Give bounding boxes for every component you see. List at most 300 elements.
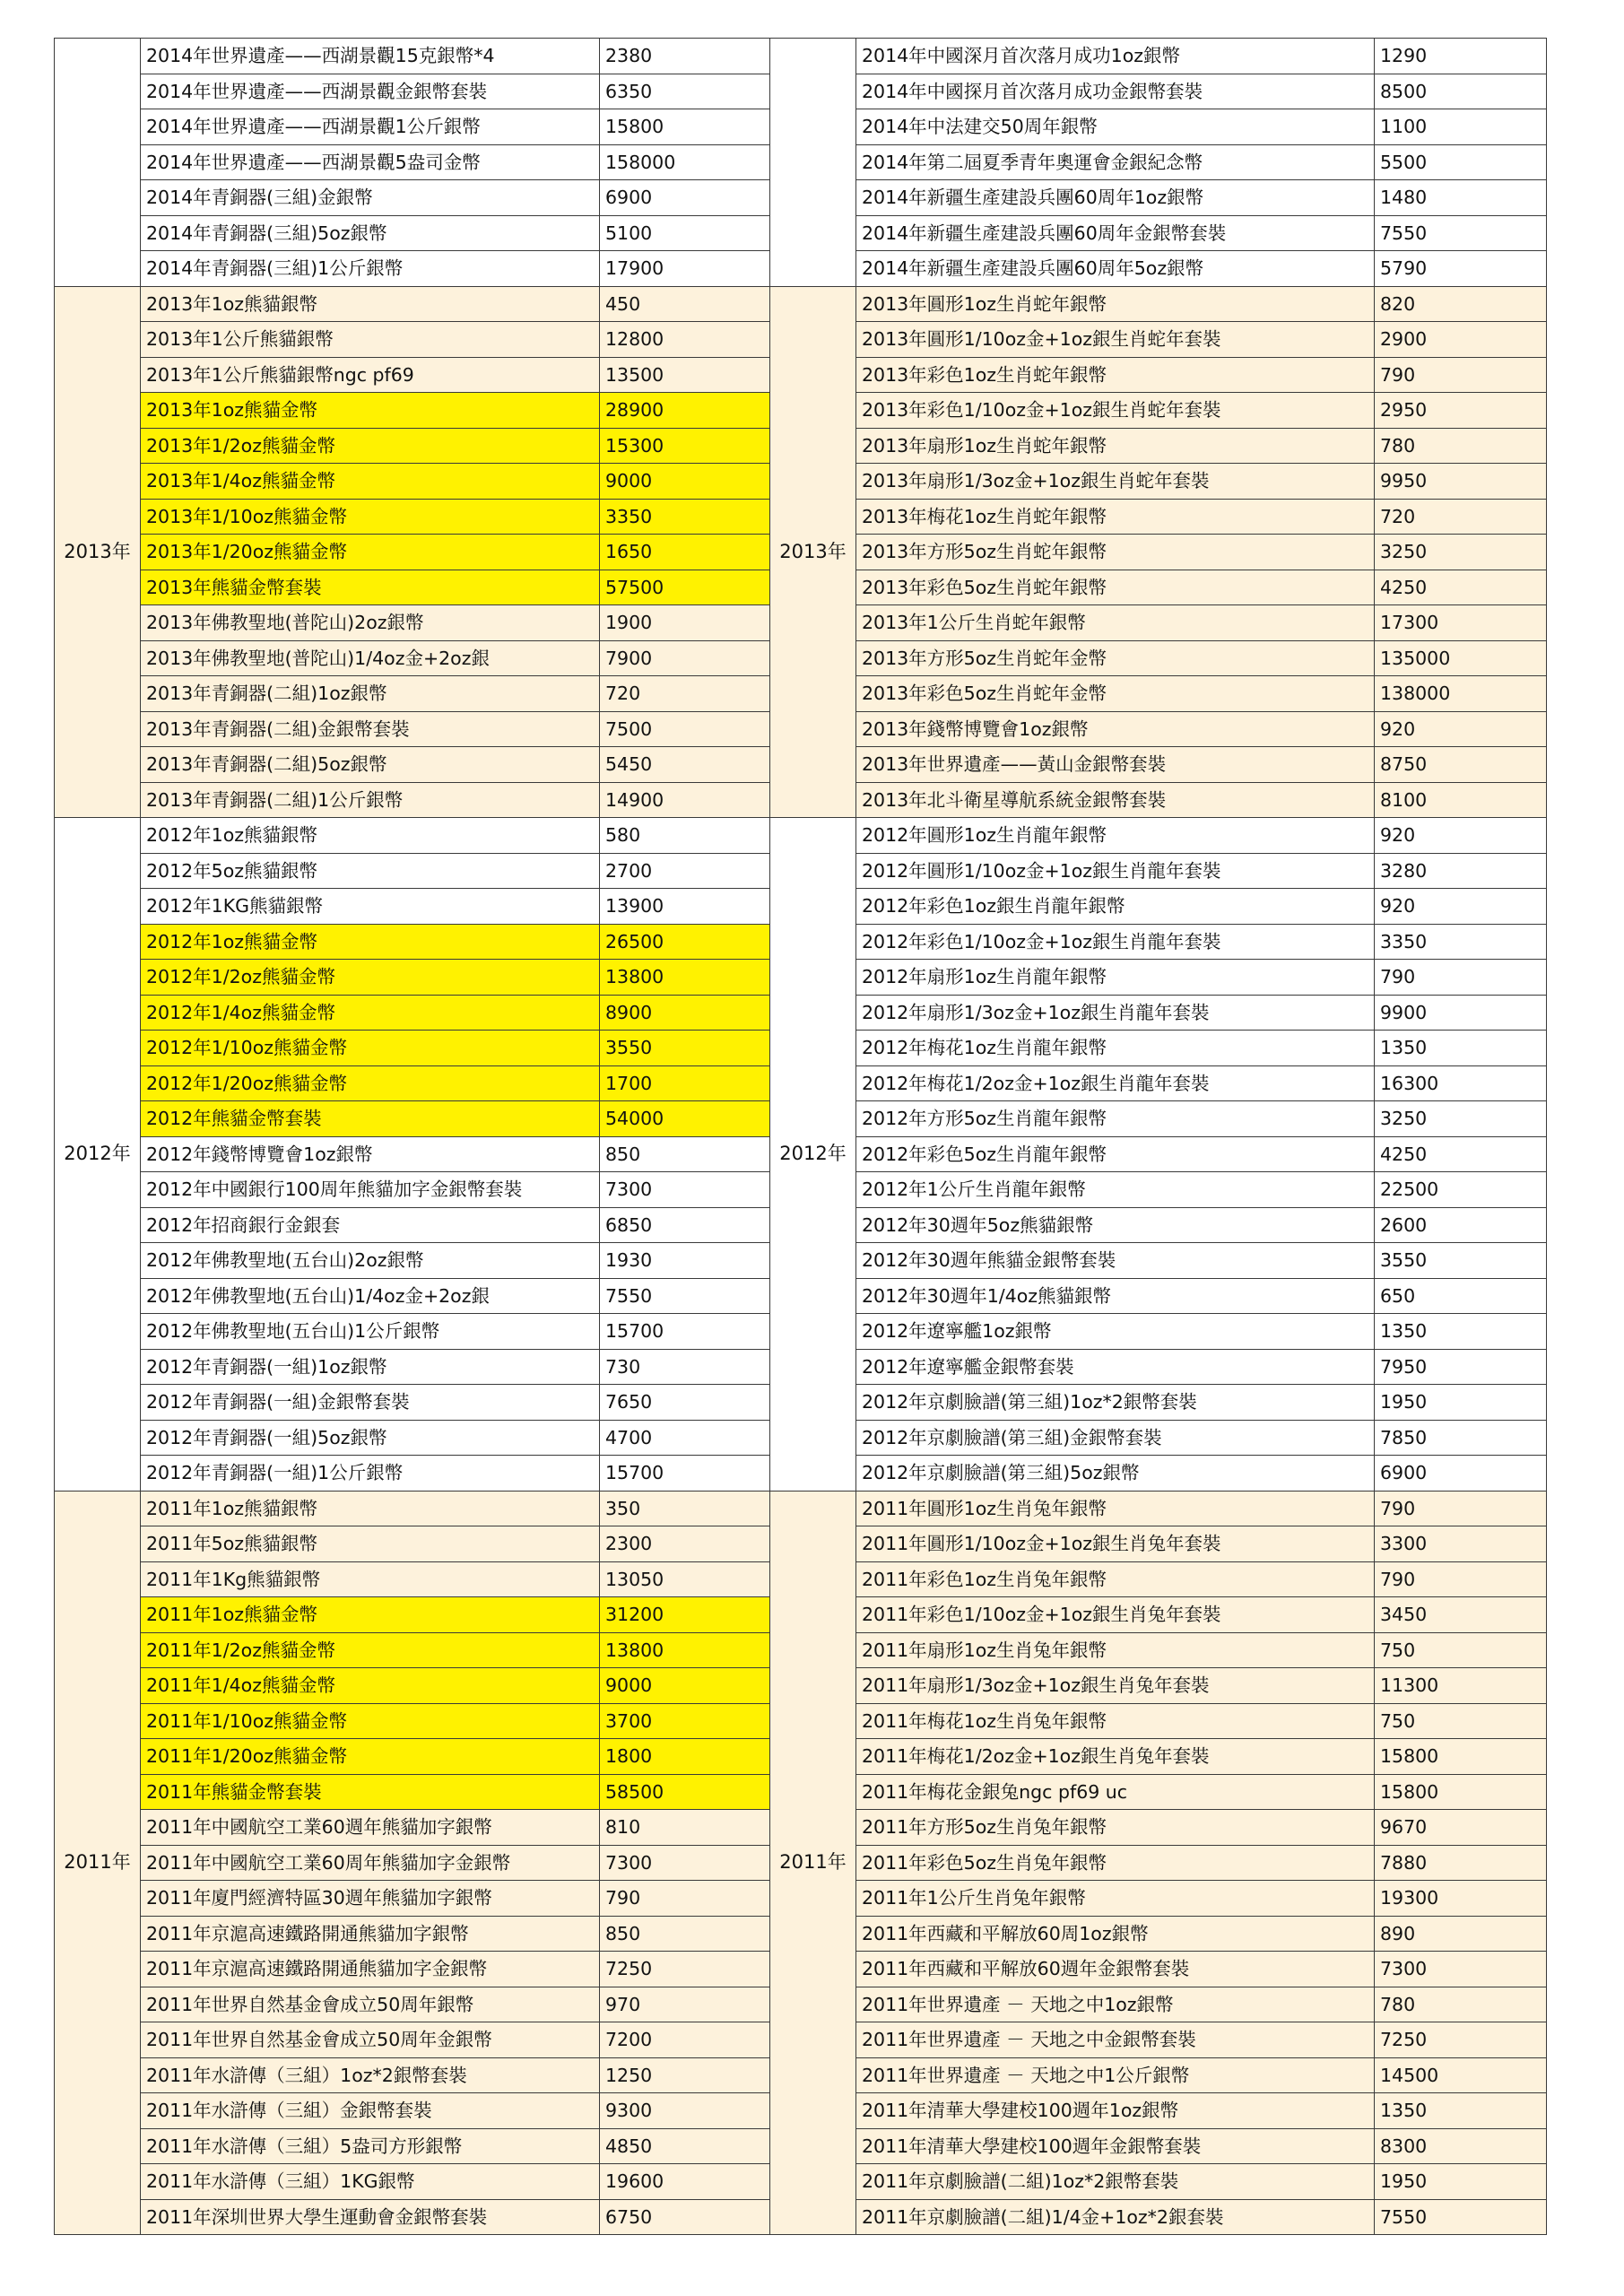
table-row [55,357,770,393]
table-row [770,1420,1547,1456]
coin-name-cell: 2011年1/10oz熊貓金幣 [141,1703,600,1739]
coin-name-cell: 2012年青銅器(一組)1oz銀幣 [141,1349,600,1385]
coin-name-cell: 2011年1/20oz熊貓金幣 [141,1739,600,1775]
price-cell: 7650 [600,1385,770,1421]
coin-name-cell: 2011年彩色1/10oz金+1oz銀生肖兔年套裝 [856,1597,1375,1633]
coin-name-cell: 2013年1/10oz熊貓金幣 [141,499,600,535]
price-cell: 15300 [600,428,770,464]
table-row [770,1526,1547,1562]
price-cell: 790 [1375,1561,1547,1597]
coin-name-cell: 2014年中法建交50周年銀幣 [856,109,1375,145]
coin-name-cell: 2014年中國探月首次落月成功金銀幣套裝 [856,74,1375,109]
table-row [770,1561,1547,1597]
coin-name-cell: 2013年1/2oz熊貓金幣 [141,428,600,464]
coin-name-cell: 2012年青銅器(一組)金銀幣套裝 [141,1385,600,1421]
price-cell: 3350 [1375,924,1547,960]
price-cell: 7900 [600,640,770,676]
price-cell: 13800 [600,960,770,996]
price-cell: 2300 [600,1526,770,1562]
price-cell: 31200 [600,1597,770,1633]
table-row [770,1881,1547,1917]
price-cell: 13800 [600,1632,770,1668]
table-row [770,1207,1547,1243]
coin-name-cell: 2013年熊貓金幣套裝 [141,570,600,605]
table-row [770,605,1547,641]
price-cell: 7550 [1375,215,1547,251]
price-cell: 780 [1375,428,1547,464]
price-cell: 1480 [1375,180,1547,216]
table-row [770,1065,1547,1101]
coin-name-cell: 2013年方形5oz生肖蛇年金幣 [856,640,1375,676]
coin-name-cell: 2011年世界自然基金會成立50周年金銀幣 [141,2022,600,2058]
coin-name-cell: 2012年5oz熊貓銀幣 [141,853,600,889]
coin-name-cell: 2013年1/4oz熊貓金幣 [141,464,600,500]
coin-name-cell: 2011年水滸傳（三組）金銀幣套裝 [141,2093,600,2129]
table-row [55,74,770,109]
table-row [55,2093,770,2129]
coin-name-cell: 2013年世界遺產——黃山金銀幣套裝 [856,747,1375,783]
price-cell: 1650 [600,535,770,570]
price-cell: 1350 [1375,1031,1547,1066]
table-row [55,1207,770,1243]
price-cell: 58500 [600,1774,770,1810]
price-cell: 580 [600,818,770,854]
table-row [55,1349,770,1385]
coin-name-cell: 2013年青銅器(二組)5oz銀幣 [141,747,600,783]
coin-name-cell: 2011年1oz熊貓金幣 [141,1597,600,1633]
price-cell: 7300 [600,1172,770,1208]
table-row [55,1491,770,1526]
coin-name-cell: 2012年30週年熊貓金銀幣套裝 [856,1243,1375,1279]
price-cell: 2380 [600,39,770,74]
coin-name-cell: 2012年熊貓金幣套裝 [141,1101,600,1137]
year-group-cell: 2011年 [770,1491,856,2235]
price-cell: 6350 [600,74,770,109]
coin-name-cell: 2011年京劇臉譜(二組)1/4金+1oz*2銀套裝 [856,2199,1375,2235]
table-row [55,2128,770,2164]
coin-name-cell: 2011年熊貓金幣套裝 [141,1774,600,1810]
coin-name-cell: 2011年世界遺產 － 天地之中1公斤銀幣 [856,2057,1375,2093]
price-cell: 6900 [1375,1456,1547,1492]
table-row [770,1385,1547,1421]
table-row [55,39,770,74]
coin-name-cell: 2013年扇形1oz生肖蛇年銀幣 [856,428,1375,464]
table-row [770,251,1547,287]
price-cell: 970 [600,1987,770,2022]
price-cell: 7300 [600,1845,770,1881]
table-row [55,676,770,712]
table-row [770,1243,1547,1279]
coin-name-cell: 2011年水滸傳（三組）1KG銀幣 [141,2164,600,2200]
coin-name-cell: 2012年30週年1/4oz熊貓銀幣 [856,1278,1375,1314]
price-cell: 790 [600,1881,770,1917]
table-row [55,286,770,322]
left-price-table [54,38,770,2235]
table-row [770,2199,1547,2235]
price-cell: 650 [1375,1278,1547,1314]
coin-name-cell: 2013年彩色5oz生肖蛇年金幣 [856,676,1375,712]
coin-name-cell: 2013年佛教聖地(普陀山)2oz銀幣 [141,605,600,641]
price-cell: 7200 [600,2022,770,2058]
table-row [770,1774,1547,1810]
coin-name-cell: 2011年圓形1oz生肖兔年銀幣 [856,1491,1375,1526]
price-cell: 1800 [600,1739,770,1775]
coin-name-cell: 2012年1/4oz熊貓金幣 [141,995,600,1031]
coin-name-cell: 2011年中國航空工業60周年熊貓加字金銀幣 [141,1845,600,1881]
price-cell: 4250 [1375,1136,1547,1172]
coin-name-cell: 2013年青銅器(二組)1oz銀幣 [141,676,600,712]
price-cell: 7250 [1375,2022,1547,2058]
price-cell: 350 [600,1491,770,1526]
price-cell: 17900 [600,251,770,287]
coin-name-cell: 2012年佛教聖地(五台山)1公斤銀幣 [141,1314,600,1350]
coin-name-cell: 2014年第二屆夏季青年奧運會金銀紀念幣 [856,144,1375,180]
table-row [770,960,1547,996]
table-row [770,782,1547,818]
coin-name-cell: 2013年彩色5oz生肖蛇年銀幣 [856,570,1375,605]
coin-name-cell: 2011年水滸傳（三組）5盎司方形銀幣 [141,2128,600,2164]
price-cell: 8900 [600,995,770,1031]
coin-name-cell: 2013年方形5oz生肖蛇年銀幣 [856,535,1375,570]
table-row [55,1526,770,1562]
coin-name-cell: 2012年青銅器(一組)5oz銀幣 [141,1420,600,1456]
price-cell: 4850 [600,2128,770,2164]
coin-name-cell: 2013年1oz熊貓銀幣 [141,286,600,322]
price-cell: 920 [1375,889,1547,925]
price-cell: 7500 [600,711,770,747]
price-cell: 22500 [1375,1172,1547,1208]
price-cell: 6850 [600,1207,770,1243]
table-row [770,1632,1547,1668]
price-cell: 750 [1375,1703,1547,1739]
coin-name-cell: 2012年扇形1oz生肖龍年銀幣 [856,960,1375,996]
coin-name-cell: 2012年1KG熊貓銀幣 [141,889,600,925]
year-group-cell: 2011年 [55,1491,141,2235]
price-cell: 19300 [1375,1881,1547,1917]
coin-name-cell: 2012年青銅器(一組)1公斤銀幣 [141,1456,600,1492]
coin-name-cell: 2012年京劇臉譜(第三組)金銀幣套裝 [856,1420,1375,1456]
price-cell: 850 [600,1136,770,1172]
coin-name-cell: 2011年世界自然基金會成立50周年銀幣 [141,1987,600,2022]
table-row [770,464,1547,500]
price-cell: 5790 [1375,251,1547,287]
table-row [55,747,770,783]
price-cell: 2950 [1375,393,1547,429]
table-row [770,747,1547,783]
coin-name-cell: 2013年1公斤熊貓銀幣ngc pf69 [141,357,600,393]
coin-name-cell: 2013年圓形1/10oz金+1oz銀生肖蛇年套裝 [856,322,1375,358]
coin-name-cell: 2012年彩色1oz銀生肖龍年銀幣 [856,889,1375,925]
coin-name-cell: 2013年1/20oz熊貓金幣 [141,535,600,570]
coin-name-cell: 2011年1oz熊貓銀幣 [141,1491,600,1526]
price-cell: 1700 [600,1065,770,1101]
price-cell: 17300 [1375,605,1547,641]
price-cell: 2700 [600,853,770,889]
price-cell: 3280 [1375,853,1547,889]
coin-name-cell: 2011年西藏和平解放60週年金銀幣套裝 [856,1952,1375,1987]
coin-name-cell: 2011年世界遺產 － 天地之中金銀幣套裝 [856,2022,1375,2058]
price-cell: 730 [600,1349,770,1385]
price-cell: 9950 [1375,464,1547,500]
table-row [55,853,770,889]
price-cell: 54000 [600,1101,770,1137]
table-row [55,1845,770,1881]
table-row [770,1668,1547,1704]
year-group-cell: 2013年 [55,286,141,818]
price-cell: 780 [1375,1987,1547,2022]
table-row [770,322,1547,358]
table-row [55,1952,770,1987]
table-row [770,2057,1547,2093]
coin-name-cell: 2012年1/2oz熊貓金幣 [141,960,600,996]
table-row [770,1349,1547,1385]
coin-name-cell: 2014年青銅器(三組)金銀幣 [141,180,600,216]
table-row [770,499,1547,535]
coin-name-cell: 2012年1oz熊貓金幣 [141,924,600,960]
coin-name-cell: 2011年扇形1oz生肖兔年銀幣 [856,1632,1375,1668]
price-cell: 3250 [1375,535,1547,570]
coin-name-cell: 2013年錢幣博覽會1oz銀幣 [856,711,1375,747]
table-row [770,144,1547,180]
coin-name-cell: 2012年扇形1/3oz金+1oz銀生肖龍年套裝 [856,995,1375,1031]
price-cell: 8500 [1375,74,1547,109]
price-cell: 720 [600,676,770,712]
table-row [55,499,770,535]
table-row [770,109,1547,145]
coin-name-cell: 2012年方形5oz生肖龍年銀幣 [856,1101,1375,1137]
price-cell: 26500 [600,924,770,960]
price-cell: 6750 [600,2199,770,2235]
coin-name-cell: 2011年1/2oz熊貓金幣 [141,1632,600,1668]
coin-name-cell: 2014年新疆生產建設兵團60周年1oz銀幣 [856,180,1375,216]
table-row [55,1668,770,1704]
table-row [770,1845,1547,1881]
coin-name-cell: 2011年世界遺產 － 天地之中1oz銀幣 [856,1987,1375,2022]
price-cell: 16300 [1375,1065,1547,1101]
price-cell: 15800 [1375,1774,1547,1810]
coin-name-cell: 2014年世界遺產——西湖景觀15克銀幣*4 [141,39,600,74]
table-row [55,1031,770,1066]
coin-name-cell: 2011年1Kg熊貓銀幣 [141,1561,600,1597]
price-cell: 720 [1375,499,1547,535]
table-row [770,1456,1547,1492]
coin-name-cell: 2014年世界遺產——西湖景觀5盎司金幣 [141,144,600,180]
price-cell: 1250 [600,2057,770,2093]
table-row [55,1774,770,1810]
price-cell: 1350 [1375,2093,1547,2129]
price-cell: 1100 [1375,109,1547,145]
table-row [55,1172,770,1208]
price-cell: 750 [1375,1632,1547,1668]
coin-name-cell: 2012年彩色5oz生肖龍年銀幣 [856,1136,1375,1172]
coin-name-cell: 2012年圓形1oz生肖龍年銀幣 [856,818,1375,854]
table-row [770,1278,1547,1314]
price-cell: 15700 [600,1456,770,1492]
price-cell: 4700 [600,1420,770,1456]
price-cell: 7550 [600,1278,770,1314]
coin-name-cell: 2012年梅花1/2oz金+1oz銀生肖龍年套裝 [856,1065,1375,1101]
price-cell: 28900 [600,393,770,429]
table-row [55,1632,770,1668]
table-row [770,1987,1547,2022]
table-row [770,1314,1547,1350]
table-row [55,2164,770,2200]
table-row [55,393,770,429]
table-row [55,535,770,570]
price-cell: 11300 [1375,1668,1547,1704]
coin-name-cell: 2011年深圳世界大學生運動會金銀幣套裝 [141,2199,600,2235]
price-cell: 15800 [600,109,770,145]
table-row [770,215,1547,251]
table-row [770,995,1547,1031]
table-row [770,1916,1547,1952]
table-row [55,464,770,500]
coin-name-cell: 2011年彩色5oz生肖兔年銀幣 [856,1845,1375,1881]
coin-name-cell: 2012年彩色1/10oz金+1oz銀生肖龍年套裝 [856,924,1375,960]
coin-name-cell: 2013年梅花1oz生肖蛇年銀幣 [856,499,1375,535]
price-cell: 15700 [600,1314,770,1350]
coin-name-cell: 2012年圓形1/10oz金+1oz銀生肖龍年套裝 [856,853,1375,889]
table-row [55,640,770,676]
price-cell: 3450 [1375,1597,1547,1633]
year-group-cell [55,39,141,287]
coin-name-cell: 2013年北斗衛星導航系統金銀幣套裝 [856,782,1375,818]
coin-name-cell: 2012年招商銀行金銀套 [141,1207,600,1243]
price-cell: 13500 [600,357,770,393]
price-cell: 12800 [600,322,770,358]
coin-name-cell: 2011年圓形1/10oz金+1oz銀生肖兔年套裝 [856,1526,1375,1562]
coin-name-cell: 2011年5oz熊貓銀幣 [141,1526,600,1562]
coin-name-cell: 2011年廈門經濟特區30週年熊貓加字銀幣 [141,1881,600,1917]
price-cell: 890 [1375,1916,1547,1952]
year-group-cell: 2012年 [770,818,856,1492]
price-cell: 19600 [600,2164,770,2200]
coin-name-cell: 2011年清華大學建校100週年1oz銀幣 [856,2093,1375,2129]
price-cell: 3700 [600,1703,770,1739]
price-cell: 3250 [1375,1101,1547,1137]
coin-name-cell: 2011年中國航空工業60週年熊貓加字銀幣 [141,1810,600,1846]
table-row [770,570,1547,605]
table-row [55,1136,770,1172]
table-row [55,1243,770,1279]
coin-name-cell: 2011年京滬高速鐵路開通熊貓加字銀幣 [141,1916,600,1952]
table-row [770,818,1547,854]
coin-name-cell: 2012年中國銀行100周年熊貓加字金銀幣套裝 [141,1172,600,1208]
table-row [55,1420,770,1456]
table-row [770,1172,1547,1208]
coin-name-cell: 2011年梅花1/2oz金+1oz銀生肖兔年套裝 [856,1739,1375,1775]
table-row [55,2199,770,2235]
table-row [770,889,1547,925]
coin-name-cell: 2014年青銅器(三組)1公斤銀幣 [141,251,600,287]
price-cell: 57500 [600,570,770,605]
price-cell: 7950 [1375,1349,1547,1385]
table-row [55,1810,770,1846]
price-cell: 1930 [600,1243,770,1279]
coin-name-cell: 2012年1/20oz熊貓金幣 [141,1065,600,1101]
coin-name-cell: 2011年1公斤生肖兔年銀幣 [856,1881,1375,1917]
price-cell: 920 [1375,818,1547,854]
coin-name-cell: 2014年中國深月首次落月成功1oz銀幣 [856,39,1375,74]
coin-name-cell: 2011年京滬高速鐵路開通熊貓加字金銀幣 [141,1952,600,1987]
price-cell: 1350 [1375,1314,1547,1350]
table-row [770,2093,1547,2129]
price-cell: 5100 [600,215,770,251]
table-row [770,853,1547,889]
table-row [55,1703,770,1739]
price-cell: 3550 [600,1031,770,1066]
coin-name-cell: 2014年新疆生產建設兵團60周年金銀幣套裝 [856,215,1375,251]
price-cell: 1950 [1375,1385,1547,1421]
table-row [55,960,770,996]
table-row [770,357,1547,393]
table-row [55,251,770,287]
table-row [55,1278,770,1314]
table-row [55,322,770,358]
price-cell: 5500 [1375,144,1547,180]
table-row [770,640,1547,676]
table-row [55,889,770,925]
table-row [770,428,1547,464]
table-row [55,2022,770,2058]
coin-name-cell: 2011年彩色1oz生肖兔年銀幣 [856,1561,1375,1597]
year-group-cell: 2012年 [55,818,141,1492]
price-cell: 7550 [1375,2199,1547,2235]
coin-name-cell: 2012年1/10oz熊貓金幣 [141,1031,600,1066]
coin-name-cell: 2014年新疆生產建設兵團60周年5oz銀幣 [856,251,1375,287]
table-row [770,286,1547,322]
right-price-table [769,38,1547,2235]
table-row [770,2164,1547,2200]
coin-name-cell: 2011年京劇臉譜(二組)1oz*2銀幣套裝 [856,2164,1375,2200]
table-row [55,924,770,960]
price-cell: 9670 [1375,1810,1547,1846]
coin-name-cell: 2013年扇形1/3oz金+1oz銀生肖蛇年套裝 [856,464,1375,500]
table-row [770,74,1547,109]
price-cell: 1290 [1375,39,1547,74]
price-cell: 3350 [600,499,770,535]
price-cell: 158000 [600,144,770,180]
table-row [55,711,770,747]
table-row [55,818,770,854]
table-row [55,428,770,464]
price-cell: 7850 [1375,1420,1547,1456]
table-row [55,1456,770,1492]
price-cell: 13900 [600,889,770,925]
coin-name-cell: 2012年京劇臉譜(第三組)1oz*2銀幣套裝 [856,1385,1375,1421]
table-row [770,1703,1547,1739]
price-cell: 135000 [1375,640,1547,676]
table-row [55,782,770,818]
coin-name-cell: 2012年京劇臉譜(第三組)5oz銀幣 [856,1456,1375,1492]
price-cell: 8300 [1375,2128,1547,2164]
price-cell: 3300 [1375,1526,1547,1562]
coin-name-cell: 2012年遼寧艦1oz銀幣 [856,1314,1375,1350]
price-cell: 8750 [1375,747,1547,783]
table-row [55,1987,770,2022]
table-row [770,535,1547,570]
table-row [770,180,1547,216]
price-cell: 2600 [1375,1207,1547,1243]
year-group-cell [770,39,856,287]
coin-name-cell: 2013年彩色1/10oz金+1oz銀生肖蛇年套裝 [856,393,1375,429]
coin-name-cell: 2013年1公斤生肖蛇年銀幣 [856,605,1375,641]
table-row [55,1561,770,1597]
table-row [770,1031,1547,1066]
coin-name-cell: 2012年1oz熊貓銀幣 [141,818,600,854]
table-row [55,1916,770,1952]
table-row [55,1101,770,1137]
